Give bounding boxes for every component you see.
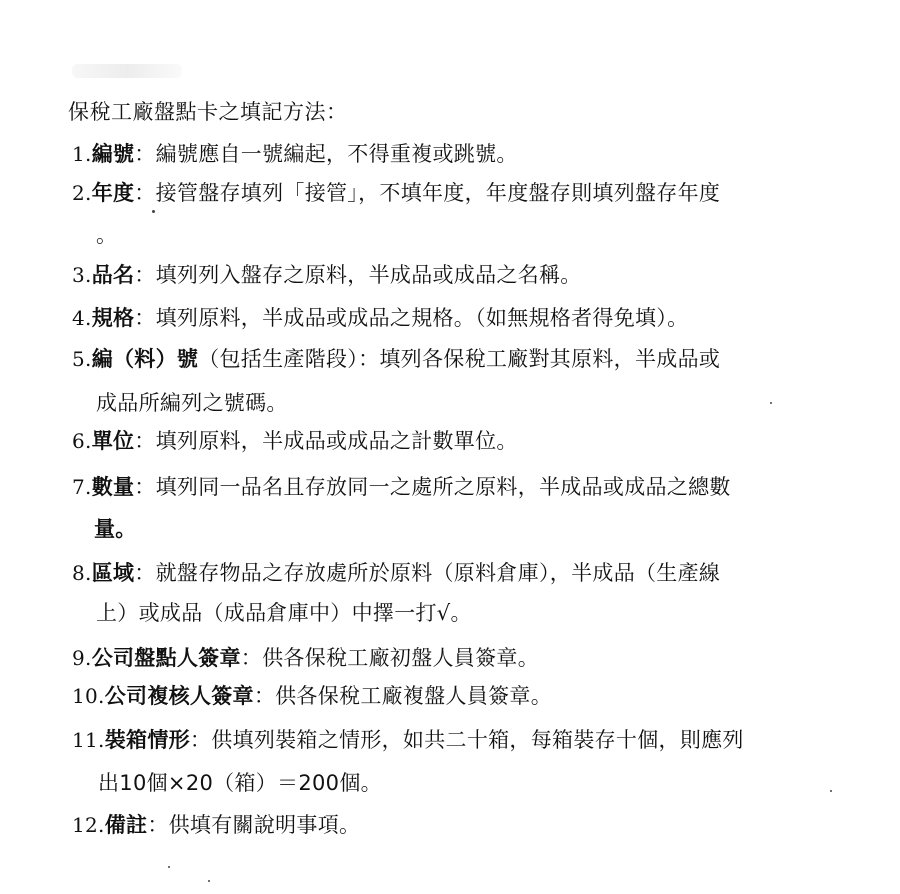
item-number: 7.	[72, 475, 92, 499]
item-term: 公司盤點人簽章	[91, 646, 241, 670]
list-item	[72, 683, 552, 710]
item-term: 公司複核人簽章	[104, 684, 254, 708]
list-item	[72, 727, 744, 754]
item-text: ：接管盤存填列「接管」，不填年度，年度盤存則填列盤存年度	[134, 181, 721, 205]
item-text: ：編號應自一號編起，不得重複或跳號。	[134, 142, 518, 166]
item-number: 1.	[72, 142, 92, 166]
item-text: ：填列原料，半成品或成品之計數單位。	[134, 429, 518, 453]
item-text: ：供填列裝箱之情形，如共二十箱，每箱裝存十個，則應列	[189, 728, 744, 752]
list-item	[72, 812, 360, 839]
item-continuation: 。	[96, 223, 118, 247]
document-title: 保稅工廠盤點卡之填記方法：	[68, 100, 348, 124]
scan-speck	[168, 866, 170, 868]
item-term: 區域	[91, 561, 135, 585]
scan-speck	[830, 790, 832, 792]
item-continuation: 出10個×20（箱）＝200個。	[98, 771, 382, 795]
item-text: ：填列原料，半成品或成品之規格。（如無規格者得免填）。	[134, 306, 689, 330]
item-text: （包括生產階段）：填列各保稅工廠對其原料，半成品或	[198, 347, 721, 371]
item-term: 年度	[91, 181, 135, 205]
scan-speck	[208, 880, 210, 882]
item-term: 品名	[91, 263, 135, 287]
list-item	[72, 180, 720, 207]
item-number: 6.	[72, 429, 92, 453]
item-term: 單位	[91, 429, 135, 453]
item-number: 3.	[72, 263, 92, 287]
list-item	[72, 141, 518, 168]
list-item	[72, 262, 582, 289]
item-number: 10.	[72, 684, 105, 708]
item-continuation: 成品所編列之號碼。	[96, 391, 288, 415]
item-number: 2.	[72, 181, 92, 205]
item-continuation: 上）或成品（成品倉庫中）中擇一打√。	[96, 601, 472, 625]
scan-speck	[770, 402, 772, 404]
list-item	[72, 428, 518, 455]
list-item	[72, 346, 720, 373]
scan-speck	[152, 210, 155, 213]
item-term: 編（料）號	[91, 347, 199, 371]
item-term: 裝箱情形	[104, 728, 190, 752]
item-term: 數量	[91, 475, 135, 499]
item-number: 12.	[72, 813, 105, 837]
faded-header-mark	[72, 64, 182, 78]
item-text: ：供各保稅工廠複盤人員簽章。	[253, 684, 553, 708]
list-item	[72, 474, 731, 501]
item-text: ：就盤存物品之存放處所於原料（原料倉庫），半成品（生產線	[134, 561, 721, 585]
item-term: 備註	[104, 813, 148, 837]
list-item	[72, 305, 688, 332]
list-item	[72, 645, 539, 672]
item-number: 5.	[72, 347, 92, 371]
item-number: 11.	[72, 728, 105, 752]
item-term: 編號	[91, 142, 135, 166]
list-item	[72, 560, 720, 587]
item-term: 規格	[91, 306, 135, 330]
item-text: ：填列同一品名且存放同一之處所之原料，半成品或成品之總數	[134, 475, 731, 499]
item-number: 8.	[72, 561, 92, 585]
item-text: ：填列列入盤存之原料，半成品或成品之名稱。	[134, 263, 582, 287]
item-text: ：供各保稅工廠初盤人員簽章。	[240, 646, 539, 670]
item-continuation: 量。	[94, 517, 137, 541]
item-number: 4.	[72, 306, 92, 330]
item-text: ：供填有關說明事項。	[147, 813, 361, 837]
item-number: 9.	[72, 646, 92, 670]
